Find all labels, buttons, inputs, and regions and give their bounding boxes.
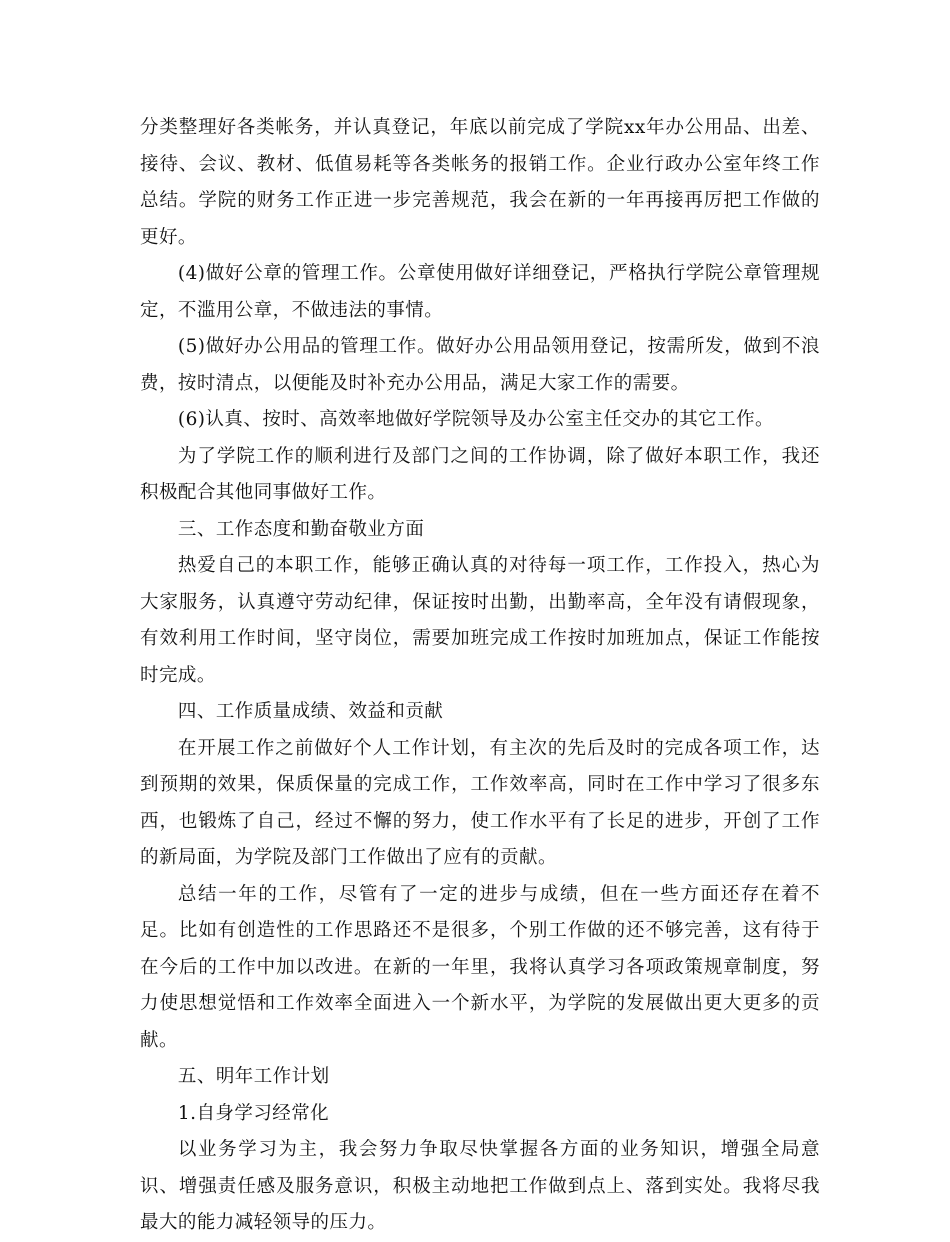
section-heading: 五、明年工作计划 [177, 1066, 330, 1087]
paragraph: 总结一年的工作，尽管有了一定的进步与成绩，但在一些方面还存在着不足。比如有创造性的工作思路还不是很多，个别工作做的还不够完善，这有待于在今后的工作中加以改进。在新的一年里，我将认真学习各项政策规章制度，努力使思想觉悟和工作效率全面进入一个新水平，为学院的发展做出更大更多的贡献。 [140, 883, 820, 1051]
paragraph: 以业务学习为主，我会努力争取尽快掌握各方面的业务知识，增强全局意识、增强责任感及服务意识，积极主动地把工作做到点上、落到实处。我将尽我最大的能力减轻领导的压力。 [140, 1139, 820, 1233]
paragraph: (5)做好办公用品的管理工作。做好办公用品领用登记，按需所发，做到不浪费，按时清点，以便能及时补充办公用品，满足大家工作的需要。 [140, 336, 820, 394]
section-heading: 三、工作态度和勤奋敬业方面 [177, 518, 425, 540]
document-body [140, 110, 820, 1242]
paragraph: 热爱自己的本职工作，能够正确认真的对待每一项工作，工作投入，热心为大家服务，认真遵守劳动纪律，保证按时出勤，出勤率高，全年没有请假现象，有效利用工作时间，坚守岗位，需要加班完成工作按时加班加点，保证工作能按时完成。 [140, 555, 820, 686]
paragraph: (4)做好公章的管理工作。公章使用做好详细登记，严格执行学院公章管理规定，不滥用公章，不做违法的事情。 [140, 263, 820, 321]
subsection-heading: 1.自身学习经常化 [177, 1102, 330, 1124]
paragraph: 为了学院工作的顺利进行及部门之间的工作协调，除了做好本职工作，我还积极配合其他同事做好工作。 [140, 445, 820, 503]
paragraph: 在开展工作之前做好个人工作计划，有主次的先后及时的完成各项工作，达到预期的效果，保质保量的完成工作，工作效率高，同时在工作中学习了很多东西，也锻炼了自己，经过不懈的努力，使工作水平有了长足的进步，开创了工作的新局面，为学院及部门工作做出了应有的贡献。 [140, 737, 820, 868]
paragraph: (6)认真、按时、高效率地做好学院领导及办公室主任交办的其它工作。 [177, 409, 774, 430]
section-heading: 四、工作质量成绩、效益和贡献 [177, 701, 444, 722]
paragraph: 分类整理好各类帐务，并认真登记，年底以前完成了学院xx年办公用品、出差、接待、会议、教材、低值易耗等各类帐务的报销工作。企业行政办公室年终工作总结。学院的财务工作正进一步完善规范，我会在新的一年再接再厉把工作做的更好。 [140, 117, 820, 248]
